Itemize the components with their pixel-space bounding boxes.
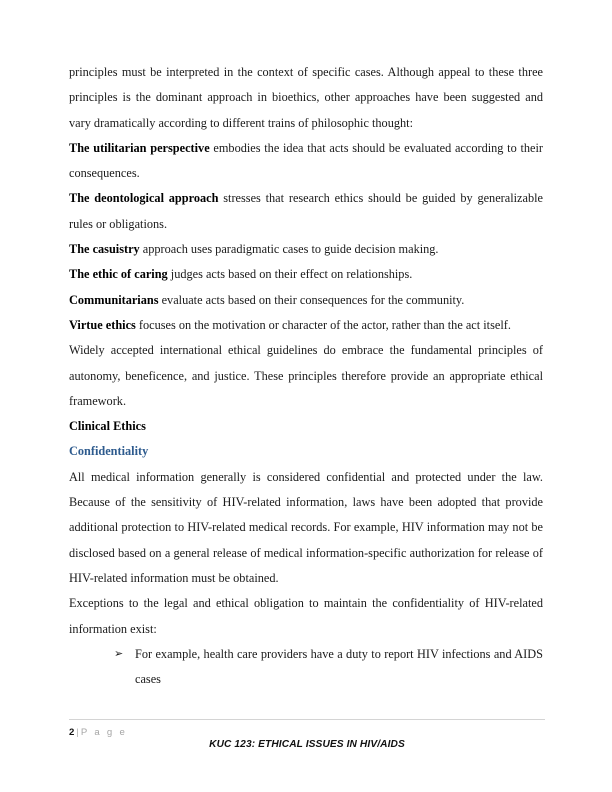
- footer-course-title: KUC 123: ETHICAL ISSUES IN HIV/AIDS: [209, 739, 405, 750]
- approach-lead: The casuistry: [69, 242, 140, 257]
- exceptions-paragraph: Exceptions to the legal and ethical obligation to maintain the confidentiality of HIV-related information exist:: [69, 596, 543, 636]
- approach-item-utilitarian: [69, 136, 543, 187]
- list-item-text: For example, health care providers have a duty to report HIV infections and AIDS cases: [135, 646, 543, 687]
- page-word-label: P a g e: [80, 727, 128, 738]
- section-heading-clinical-ethics: Clinical Ethics: [69, 419, 146, 434]
- approach-lead: The deontological approach: [69, 191, 219, 206]
- page-footer: [69, 719, 545, 750]
- exceptions-list: [69, 642, 543, 693]
- approach-item-communitarians: [69, 288, 543, 313]
- approach-item-ethic-of-caring: [69, 262, 543, 287]
- approach-rest: focuses on the motivation or character of the actor, rather than the act itself.: [135, 317, 511, 332]
- page-number-value: 2: [69, 727, 75, 738]
- confidentiality-paragraph: All medical information generally is considered confidential and protected under the law. Because of the sensitivity of HIV-related information, laws have been adopted that provide additional protection to HIV-related medical records. For example, HIV information may not be disclosed based on a general release of medical information-specific authorization for release of HIV-related information must be obtained.: [69, 469, 543, 585]
- footer-divider: [69, 719, 545, 720]
- page-number-separator: |: [76, 727, 79, 738]
- approach-lead: Communitarians: [69, 292, 159, 307]
- summary-paragraph: Widely accepted international ethical guidelines do embrace the fundamental principles of autonomy, beneficence, and justice. These principles therefore provide an appropriate ethical framework.: [69, 343, 543, 408]
- approach-lead: The utilitarian perspective: [69, 140, 210, 155]
- arrow-bullet-icon: ➢: [114, 647, 124, 660]
- approach-rest: judges acts based on their effect on relationships.: [167, 267, 413, 282]
- intro-paragraph: principles must be interpreted in the context of specific cases. Although appeal to these three principles is the dominant approach in bioethics, other approaches have been suggested and vary dramatically according to different trains of philosophic thought:: [69, 65, 543, 130]
- approach-item-casuistry: [69, 237, 543, 262]
- approach-rest: evaluate acts based on their consequences for the community.: [158, 292, 465, 307]
- footer-row: [69, 725, 545, 750]
- approach-rest: embodies the idea that acts should be evaluated according to their consequences.: [69, 140, 543, 181]
- approach-rest: stresses that research ethics should be guided by generalizable rules or obligations.: [69, 191, 543, 231]
- approach-item-deontological: [69, 186, 543, 237]
- list-item: [69, 642, 543, 693]
- approach-rest: approach uses paradigmatic cases to guide decision making.: [139, 242, 439, 257]
- approach-lead: The ethic of caring: [69, 267, 168, 282]
- approach-lead: Virtue ethics: [69, 317, 136, 332]
- approach-item-virtue-ethics: [69, 313, 543, 338]
- subsection-heading-confidentiality: Confidentiality: [69, 444, 149, 459]
- document-body: [69, 60, 543, 692]
